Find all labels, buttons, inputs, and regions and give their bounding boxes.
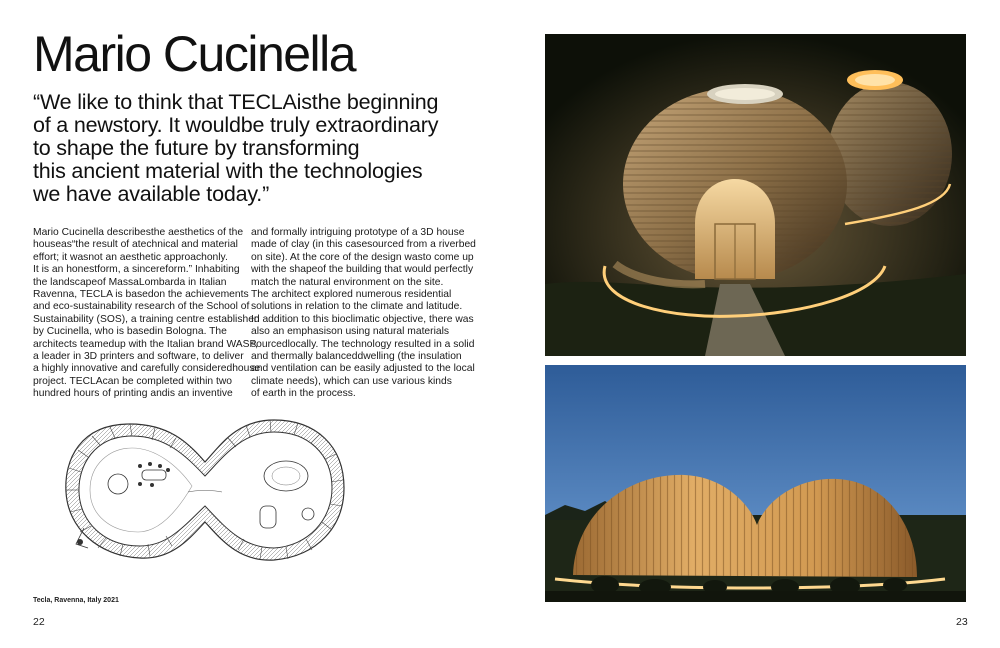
- body-line: project. TECLAcan be completed within two: [33, 375, 232, 387]
- body-line: and thermally balanceddwelling (the insulation: [251, 351, 462, 363]
- body-line: and formally intriguing prototype of a 3D house: [251, 227, 465, 238]
- body-line: of earth in the process.: [251, 388, 356, 400]
- page-title: Mario Cucinella: [33, 26, 356, 82]
- body-line: and ventilation can be easily adjusted to the local: [251, 363, 475, 375]
- quote-line: to shape the future by transforming: [33, 136, 360, 160]
- page-number-right: 23: [956, 616, 968, 628]
- quote-line: we have available today.”: [33, 182, 270, 206]
- body-line: a leader in 3D printers and software, to deliver: [33, 351, 244, 363]
- quote-line: of a newstory. It wouldbe truly extraordinary: [33, 113, 439, 137]
- body-line: climate needs), which can use various kinds: [251, 375, 452, 387]
- body-line: match the natural environment on the site.: [251, 276, 444, 288]
- body-line: architects teamedup with the Italian brand WASP,: [33, 338, 258, 350]
- page-number-left: 22: [33, 616, 45, 628]
- body-line: and eco-sustainability research of the School of: [33, 301, 250, 313]
- body-line: In addition to this bioclimatic objective, there was: [251, 313, 474, 325]
- body-line: by Cucinella, who is basedin Bologna. The: [33, 326, 227, 338]
- right-page: [500, 0, 1000, 648]
- quote-line: “We like to think that TECLAisthe beginning: [33, 90, 439, 114]
- body-line: also an emphasison using natural materials: [251, 326, 450, 338]
- body-line: effort; it wasnot an aesthetic approachonly.: [33, 251, 228, 263]
- body-line: on site). At the core of the design wasto come up: [251, 251, 474, 263]
- floor-plan-drawing: [60, 410, 350, 570]
- body-line: a highly innovative and carefully consideredhouse: [33, 363, 261, 375]
- body-column-1: [33, 227, 261, 401]
- body-line: solutions in relation to the climate and latitude.: [251, 301, 463, 313]
- figure-caption: Tecla, Ravenna, Italy 2021: [33, 597, 119, 604]
- photo-dusk-domes: [545, 365, 966, 602]
- body-line: Ravenna, TECLA is basedon the achievements: [33, 289, 249, 301]
- quote-line: this ancient material with the technologies: [33, 159, 423, 183]
- body-line: hundred hours of printing andis an inventive: [33, 388, 233, 400]
- body-line: Sustainability (SOS), a training centre established: [33, 313, 260, 325]
- body-line: made of clay (in this casesourced from a riverbed: [251, 239, 476, 251]
- photo-night-domes: [545, 34, 966, 356]
- body-line: Mario Cucinella describesthe aesthetics of the: [33, 227, 244, 238]
- pull-quote: [33, 91, 473, 206]
- body-line: houseas“the result of atechnical and material: [33, 239, 238, 251]
- body-line: sourcedlocally. The technology resulted in a solid: [251, 338, 475, 350]
- body-line: the landscapeof MassaLombarda in Italian: [33, 276, 227, 288]
- body-line: The architect explored numerous residential: [251, 289, 452, 301]
- body-column-2: [251, 227, 476, 401]
- body-line: It is an honestform, a sincereform.” Inhabiting: [33, 264, 240, 276]
- body-line: with the shapeof the building that would perfectly: [251, 264, 474, 276]
